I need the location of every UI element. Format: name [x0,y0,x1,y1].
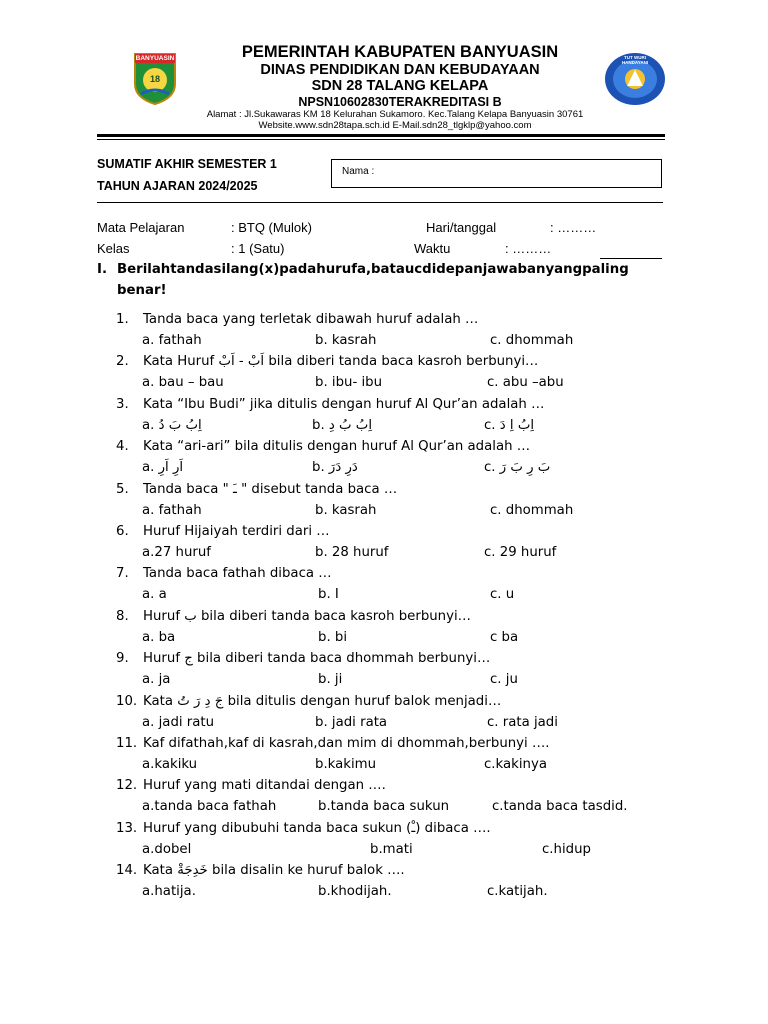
option-b[interactable]: b. bi [318,629,348,645]
mapel-value: : BTQ (Mulok) [231,220,312,235]
option-a[interactable]: a. ja [142,672,171,688]
question-item [116,821,491,836]
option-b[interactable]: b. 28 huruf [315,545,389,560]
question-number: 11. [116,736,138,751]
question-number: 4. [116,439,129,455]
option-b[interactable]: b.khodijah. [318,884,392,900]
question-text: Huruf ج bila diberi tanda baca dhommah berbunyi… [143,651,491,667]
title-divider [97,202,663,203]
hari-label: Hari/tanggal [426,220,497,235]
option-a[interactable]: a. bau – bau [142,375,224,391]
question-item [116,651,490,666]
right-logo [604,52,666,106]
option-b[interactable]: b. I [318,587,339,603]
option-a[interactable]: a. اِبُ بَ دُ [142,417,202,433]
option-c[interactable]: c.kakinya [484,757,547,772]
option-a[interactable]: a.hatija. [142,884,196,900]
kelas-value: : 1 (Satu) [231,241,285,256]
option-b[interactable]: b. ji [318,672,343,688]
option-c[interactable]: c. rata jadi [487,714,558,730]
option-b[interactable]: b. kasrah [315,502,377,518]
option-b[interactable]: b.mati [370,841,413,857]
waktu-value: : ……… [505,241,552,256]
question-number: 6. [116,524,129,539]
option-a[interactable]: a.kakiku [142,757,198,772]
option-c[interactable]: c.hidup [542,841,591,857]
option-b[interactable]: b. ibu- ibu [315,375,383,391]
question-text: Huruf yang mati ditandai dengan …. [143,778,386,794]
waktu-label: Waktu [414,241,451,256]
instruction-line-1: Berilahtandasilang(x)padahurufa,bataucdidepanjawabanyangpaling [117,262,629,277]
left-logo-number: 18 [149,74,160,84]
question-text: Tanda baca " ـَ " disebut tanda baca … [143,481,398,497]
option-b[interactable]: b. دَرِ دَرَ [312,460,358,476]
question-number: 10. [116,693,138,709]
header-line-3: SDN 28 TALANG KELAPA [311,78,489,94]
question-item [116,609,471,624]
hari-value: : ……… [550,220,597,235]
option-a[interactable]: a.27 huruf [142,545,211,560]
option-c[interactable]: c. 29 huruf [484,545,557,560]
header-line-1: PEMERINTAH KABUPATEN BANYUASIN [241,43,559,61]
option-b[interactable]: b. اِبُ بُ دِ [312,417,373,433]
nama-label: Nama : [342,166,375,177]
option-c[interactable]: c. dhommah [490,333,574,348]
option-c[interactable]: c. اِبُ اِ دَ [484,417,535,433]
question-text: Tanda baca yang terletak dibawah huruf adalah … [143,312,479,327]
option-b[interactable]: b. kasrah [315,333,377,348]
question-text: Tanda baca fathah dibaca … [143,566,332,582]
question-number: 12. [116,778,138,794]
option-c[interactable]: c.katijah. [487,884,548,900]
question-text: Huruf yang dibubuhi tanda baca sukun (ـْ) dibaca …. [143,820,491,836]
question-item [116,482,397,497]
option-c[interactable]: c. ju [490,672,518,688]
option-a[interactable]: a. ba [142,629,176,645]
header-divider-thin [97,139,665,140]
option-b[interactable]: b.tanda baca sukun [318,799,450,815]
question-item [116,354,538,369]
right-logo-text: TUT WURI HANDAYANI [621,55,649,65]
question-text: Kata “Ibu Budi” jika ditulis dengan huruf Al Qur’an adalah … [143,396,545,412]
info-underline [600,258,662,259]
option-a[interactable]: a. fathah [142,333,202,348]
exam-title: SUMATIF AKHIR SEMESTER 1 [97,157,277,171]
question-text: Huruf Hijaiyah terdiri dari … [143,524,330,539]
question-item [116,694,501,709]
left-logo [127,50,183,106]
instruction-line-2: benar! [117,283,167,298]
option-a[interactable]: a. a [142,587,167,603]
left-logo-text: BANYUASIN [135,55,175,62]
option-c[interactable]: c ba [490,629,519,645]
question-number: 5. [116,481,129,497]
question-item [116,524,330,539]
question-item [116,863,405,878]
question-item [116,736,549,751]
option-a[interactable]: a. jadi ratu [142,714,215,730]
question-number: 1. [116,312,129,327]
question-number: 3. [116,396,129,412]
option-b[interactable]: b.kakimu [315,757,377,772]
option-c[interactable]: c. abu –abu [487,375,564,391]
mapel-label: Mata Pelajaran [97,220,185,235]
question-number: 9. [116,651,129,667]
option-b[interactable]: b. jadi rata [315,714,388,730]
option-c[interactable]: c. dhommah [490,502,574,518]
exam-year: TAHUN AJARAN 2024/2025 [97,179,258,193]
header-line-2: DINAS PENDIDIKAN DAN KEBUDAYAAN [260,62,540,78]
nama-box[interactable] [331,159,662,188]
question-item [116,439,530,454]
header-line-4: NPSN10602830TERAKREDITASI B [298,95,502,109]
question-text: Kata Huruf اَبْ - اَبْ bila diberi tanda baca kasroh berbunyi… [143,354,539,370]
option-c[interactable]: c.tanda baca tasdid. [492,799,628,815]
kelas-label: Kelas [97,241,130,256]
option-a[interactable]: a.tanda baca fathah [142,799,277,815]
header-address: Alamat : Jl.Sukawaras KM 18 Kelurahan Sukamoro. Kec.Talang Kelapa Banyuasin 30761 [206,109,584,120]
question-text: Kata جَ دِ رَ تُ bila ditulis dengan huruf balok menjadi… [143,693,502,709]
option-c[interactable]: c. u [490,587,515,603]
question-number: 2. [116,354,129,370]
option-a[interactable]: a.dobel [142,841,192,857]
option-a[interactable]: a. fathah [142,502,202,518]
question-item [116,312,478,327]
question-text: Kata خَدِجَةْ bila disalin ke huruf balok …. [143,863,405,879]
question-item [116,397,544,412]
question-number: 7. [116,566,129,582]
question-text: Kata “ari-ari” bila ditulis dengan huruf Al Qur’an adalah … [143,439,531,455]
option-c[interactable]: c. بَ رِ بَ رَ [484,460,551,476]
question-text: Huruf ب bila diberi tanda baca kasroh berbunyi… [143,608,471,624]
header-divider-thick [97,134,665,137]
question-number: 14. [116,863,138,879]
section-number: I. [97,262,107,277]
question-item [116,566,332,581]
header-web: Website.www.sdn28tapa.sch.id E-Mail.sdn28_tlgklp@yahoo.com [258,120,532,131]
question-text: Kaf difathah,kaf di kasrah,dan mim di dhommah,berbunyi …. [143,736,550,751]
question-item [116,778,386,793]
question-number: 13. [116,820,138,836]
option-a[interactable]: a. اَرِ اَرِ [142,460,184,476]
question-number: 8. [116,608,129,624]
